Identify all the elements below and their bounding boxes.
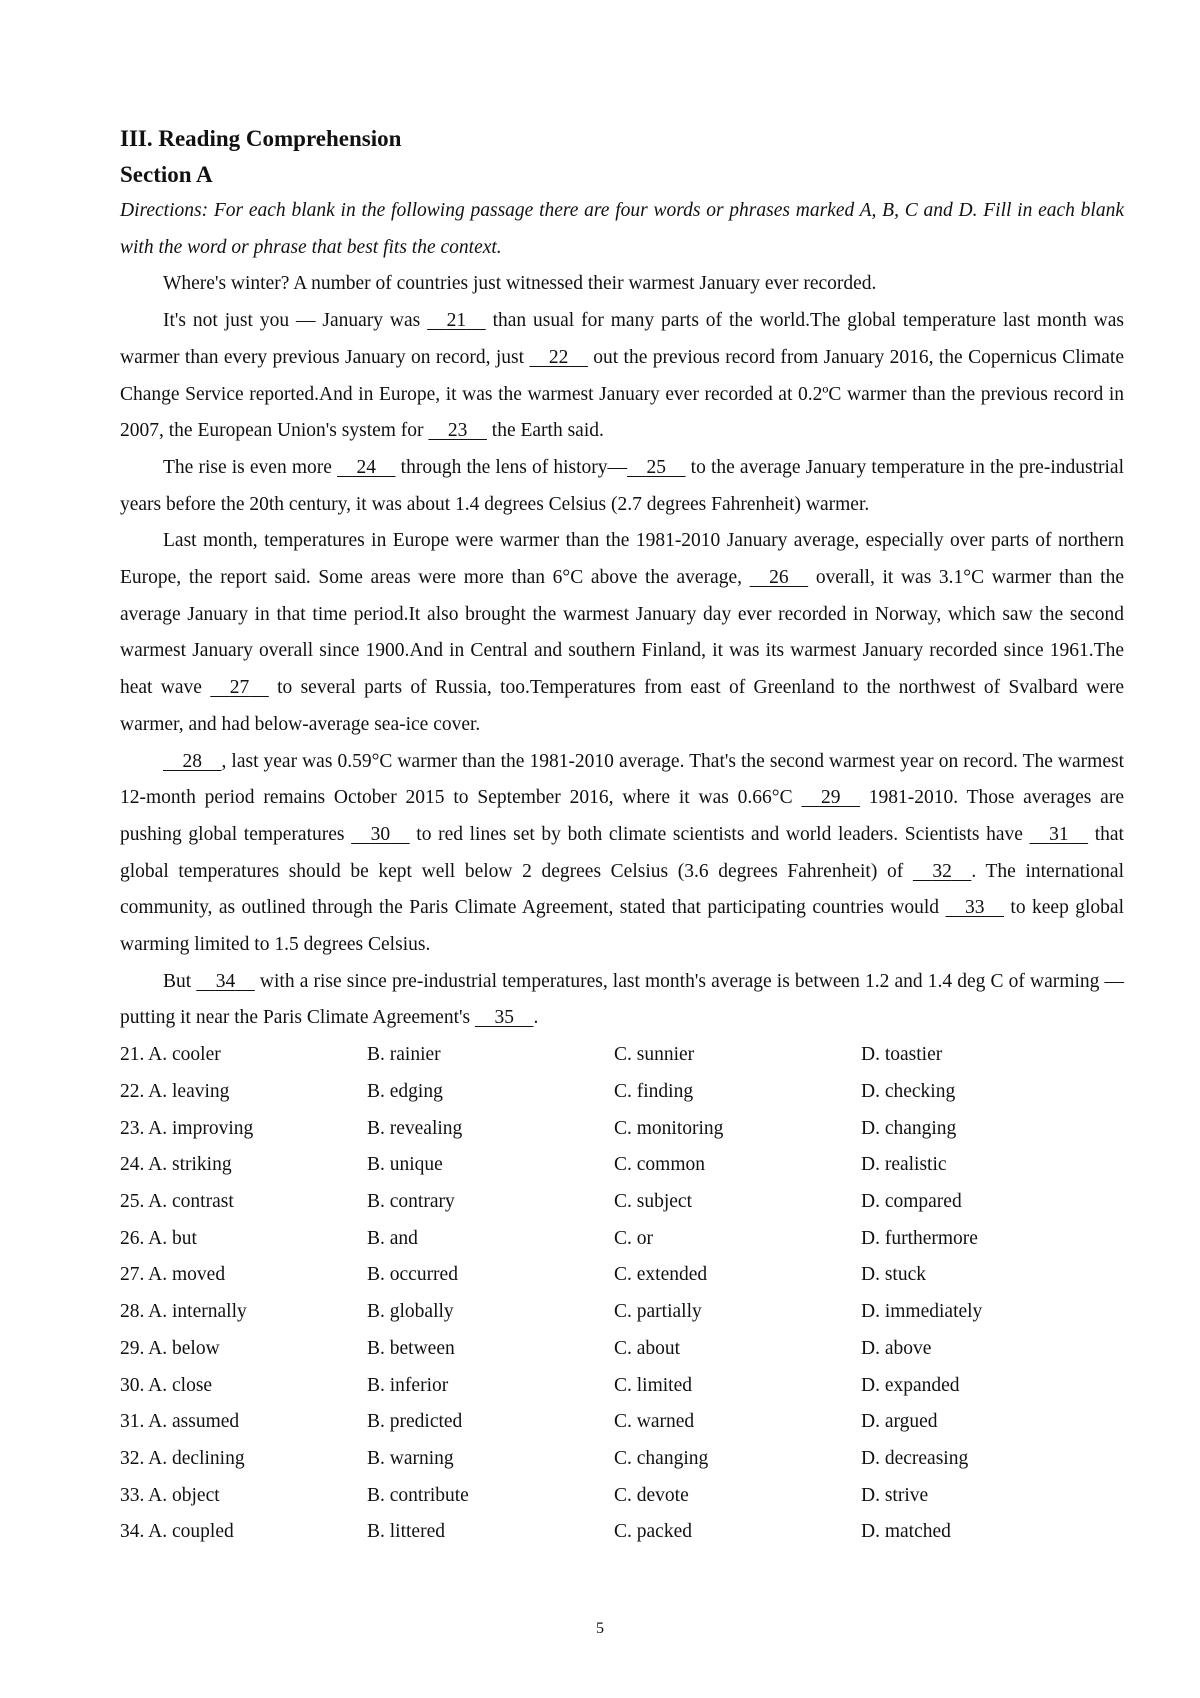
option-a: 34. A. coupled: [120, 1521, 234, 1543]
option-c: C. or: [614, 1227, 653, 1249]
passage-text: the Earth said.: [486, 420, 604, 442]
passage-text: through the lens of history—: [395, 456, 628, 478]
option-a: 21. A. cooler: [120, 1044, 221, 1066]
answer-options: [120, 1037, 1124, 1551]
option-c: C. subject: [614, 1190, 692, 1212]
option-b: B. contrary: [367, 1190, 455, 1212]
blank-22: 22: [548, 346, 569, 368]
option-d: D. changing: [861, 1117, 957, 1139]
option-c: C. warned: [614, 1411, 695, 1433]
option-c: C. common: [614, 1154, 705, 1176]
blank-21: 21: [446, 310, 467, 332]
option-d: D. stuck: [861, 1264, 926, 1286]
passage-text: to red lines set by both climate scientists and world leaders. Scientists have: [409, 823, 1030, 845]
option-c: C. sunnier: [614, 1044, 695, 1066]
question-options-row: [120, 1221, 1124, 1258]
option-b: B. between: [367, 1337, 455, 1359]
option-d: D. argued: [861, 1411, 938, 1433]
question-options-row: [120, 1074, 1124, 1111]
question-options-row: [120, 1331, 1124, 1368]
option-d: D. matched: [861, 1521, 951, 1543]
passage-text: . The international community, as outlined through the Paris Climate Agreement, stated that participating countries would: [120, 860, 1125, 919]
option-c: C. partially: [614, 1301, 702, 1323]
option-c: C. about: [614, 1337, 681, 1359]
option-d: D. strive: [861, 1484, 929, 1506]
option-b: B. and: [367, 1227, 418, 1249]
question-options-row: [120, 1368, 1124, 1405]
document-page: [120, 122, 1124, 1551]
option-b: B. contribute: [367, 1484, 469, 1506]
option-d: D. immediately: [861, 1301, 983, 1323]
option-c: C. finding: [614, 1080, 694, 1102]
option-a: 30. A. close: [120, 1374, 213, 1396]
page-number: 5: [596, 1620, 604, 1637]
blank-33: 33: [964, 897, 985, 919]
option-a: 27. A. moved: [120, 1264, 226, 1286]
option-b: B. occurred: [367, 1264, 458, 1286]
passage-text: But: [163, 970, 197, 992]
passage-text: Last month, temperatures in Europe were warmer than the 1981-2010 January average, especially over parts of northern Europe, the report said. Some areas were more than 6°C above the average,: [120, 530, 1124, 589]
passage-text: Where's winter? A number of countries just witnessed their warmest January ever recorded.: [163, 273, 877, 295]
question-options-row: [120, 1037, 1124, 1074]
passage-text: overall, it was 3.1°C warmer than the average January in that time period.It also brought the warmest January day ever recorded in Norway, which saw the second warmest January overall since 1900.And in Central and southern Finland, it was its warmest January recorded since 1961.The heat wave: [120, 567, 1124, 699]
blank-32: 32: [932, 860, 952, 882]
option-a: 31. A. assumed: [120, 1411, 240, 1433]
passage-text: The rise is even more: [163, 456, 338, 478]
passage-text: It's not just you — January was: [163, 310, 428, 332]
passage-paragraph-5: [120, 744, 1124, 964]
option-d: D. above: [861, 1337, 932, 1359]
option-b: B. rainier: [367, 1044, 441, 1066]
blank-27: 27: [229, 677, 250, 699]
option-b: B. unique: [367, 1154, 443, 1176]
passage-text: that global temperatures should be kept well below 2 degrees Celsius (3.6 degrees Fahrenheit) of: [120, 823, 1124, 882]
option-d: D. expanded: [861, 1374, 960, 1396]
blank-30: 30: [370, 823, 391, 845]
passage-paragraph-4: [120, 523, 1124, 743]
option-a: 22. A. leaving: [120, 1080, 230, 1102]
option-b: B. edging: [367, 1080, 443, 1102]
question-options-row: [120, 1147, 1124, 1184]
question-options-row: [120, 1478, 1124, 1515]
passage-text: than usual for many parts of the world.The global temperature last month was warmer than every previous January on record, just: [120, 310, 1124, 368]
option-a: 23. A. improving: [120, 1117, 254, 1139]
option-b: B. globally: [367, 1301, 454, 1323]
passage-text: with a rise since pre-industrial temperatures, last month's average is between 1.2 and 1.4 deg C of warming — putting it near the Paris Climate Agreement's: [120, 970, 1124, 1029]
option-b: B. revealing: [367, 1117, 463, 1139]
directions: Directions: For each blank in the following passage there are four words or phrases marked A, B, C and D. Fill in each blank with the word or phrase that best fits the context.: [120, 200, 1124, 258]
blank-24: 24: [356, 456, 377, 478]
passage-paragraph-3: [120, 450, 1124, 523]
question-options-row: [120, 1111, 1124, 1148]
option-d: D. decreasing: [861, 1447, 969, 1469]
part-heading: III. Reading Comprehension: [120, 126, 402, 151]
option-c: C. monitoring: [614, 1117, 724, 1139]
blank-35: 35: [494, 1007, 514, 1029]
passage-text: .: [533, 1007, 539, 1029]
option-d: D. realistic: [861, 1154, 947, 1176]
blank-28: 28: [182, 750, 202, 772]
question-options-row: [120, 1294, 1124, 1331]
passage-paragraph-2: [120, 303, 1124, 450]
passage-text: , last year was 0.59°C warmer than the 1981-2010 average. That's the second warmest year on record. The warmest 12-month period remains October 2015 to September 2016, where it was 0.66°C: [120, 750, 1124, 809]
option-c: C. changing: [614, 1447, 709, 1469]
option-a: 25. A. contrast: [120, 1190, 234, 1212]
passage-paragraph-1: [120, 266, 1124, 303]
option-b: B. predicted: [367, 1411, 463, 1433]
question-options-row: [120, 1514, 1124, 1551]
option-c: C. extended: [614, 1264, 708, 1286]
passage-text: to several parts of Russia, too.Temperatures from east of Greenland to the northwest of Svalbard were warmer, and had below-average sea-ice cover.: [120, 677, 1125, 735]
option-b: B. warning: [367, 1447, 454, 1469]
blank-23: 23: [447, 420, 468, 442]
passage-text: 1981-2010. Those averages are pushing global temperatures: [120, 787, 1124, 845]
option-d: D. compared: [861, 1190, 962, 1212]
option-a: 32. A. declining: [120, 1447, 245, 1469]
option-a: 28. A. internally: [120, 1301, 247, 1323]
blank-26: 26: [769, 567, 789, 589]
blank-29: 29: [820, 787, 841, 809]
option-c: C. packed: [614, 1521, 692, 1543]
option-a: 24. A. striking: [120, 1154, 232, 1176]
option-d: D. checking: [861, 1080, 956, 1102]
question-options-row: [120, 1257, 1124, 1294]
passage-text: to keep global warming limited to 1.5 degrees Celsius.: [120, 897, 1125, 956]
option-b: B. inferior: [367, 1374, 449, 1396]
option-b: B. littered: [367, 1521, 445, 1543]
blank-25: 25: [646, 456, 667, 478]
option-a: 26. A. but: [120, 1227, 197, 1249]
section-heading: Section A: [120, 162, 213, 187]
question-options-row: [120, 1441, 1124, 1478]
option-d: D. toastier: [861, 1044, 943, 1066]
option-c: C. devote: [614, 1484, 689, 1506]
question-options-row: [120, 1404, 1124, 1441]
passage-text: out the previous record from January 2016, the Copernicus Climate Change Service reported.And in Europe, it was the warmest January ever recorded at 0.2ºC warmer than the previous record in 2007, the European Union's system for: [120, 346, 1124, 442]
blank-34: 34: [215, 970, 236, 992]
option-a: 33. A. object: [120, 1484, 220, 1506]
blank-31: 31: [1049, 823, 1069, 845]
passage-paragraph-6: [120, 964, 1124, 1037]
option-a: 29. A. below: [120, 1337, 220, 1359]
option-c: C. limited: [614, 1374, 692, 1396]
passage-text: to the average January temperature in the pre-industrial years before the 20th century, it was about 1.4 degrees Celsius (2.7 degrees Fahrenheit) warmer.: [120, 456, 1124, 515]
option-d: D. furthermore: [861, 1227, 978, 1249]
question-options-row: [120, 1184, 1124, 1221]
